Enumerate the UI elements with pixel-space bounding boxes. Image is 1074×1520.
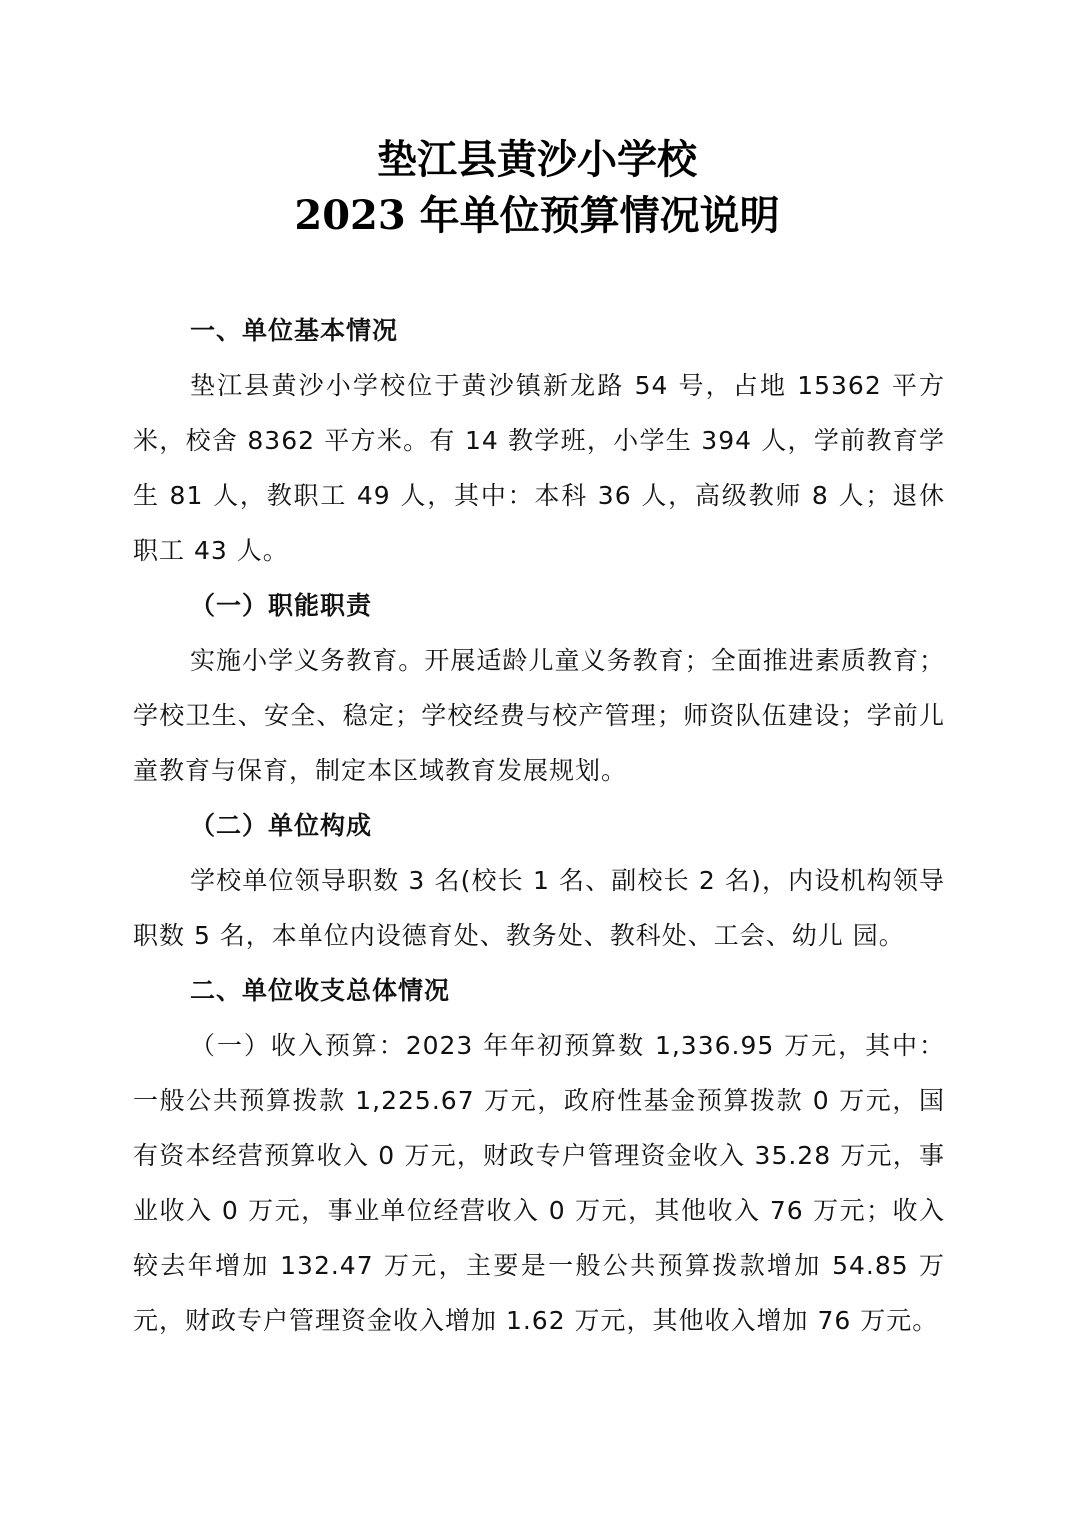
- subsection-heading-duties: （一）职能职责: [190, 591, 373, 620]
- document-title-line2: 2023 年单位预算情况说明: [294, 192, 780, 239]
- section-heading-budget-overview: 二、单位收支总体情况: [190, 976, 451, 1005]
- document-body: [133, 303, 945, 1348]
- document-title-line1: 垫江县黄沙小学校: [377, 136, 697, 183]
- section-heading-basic-info: 一、单位基本情况: [190, 316, 399, 345]
- paragraph-basic-info: 垫江县黄沙小学校位于黄沙镇新龙路 54 号，占地 15362 平方米，校舍 8362 平方米。有 14 教学班，小学生 394 人，学前教育学生 81 人，教职工 49 人，其中：本科 36 人，高级教师 8 人；退休职工 43 人。: [133, 371, 945, 565]
- paragraph-duties: 实施小学义务教育。开展适龄儿童义务教育；全面推进素质教育；学校卫生、安全、稳定；学校经费与校产管理；师资队伍建设；学前儿童教育与保育，制定本区域教育发展规划。: [133, 646, 945, 785]
- paragraph-composition: 学校单位领导职数 3 名(校长 1 名、副校长 2 名)，内设机构领导职数 5 名，本单位内设德育处、教务处、教科处、工会、幼儿 园。: [133, 866, 945, 950]
- paragraph-income-budget: （一）收入预算：2023 年年初预算数 1,336.95 万元，其中：一般公共预算拨款 1,225.67 万元，政府性基金预算拨款 0 万元，国有资本经营预算收入 0 万元，财政专户管理资金收入 35.28 万元，事业收入 0 万元，事业单位经营收入 0 万元，其他收入 76 万元；收入较去年增加 132.47 万元，主要是一般公共预算拨款增加 54.85 万元，财政专户管理资金收入增加 1.62 万元，其他收入增加 76 万元。: [133, 1031, 945, 1335]
- subsection-heading-composition: （二）单位构成: [190, 811, 373, 840]
